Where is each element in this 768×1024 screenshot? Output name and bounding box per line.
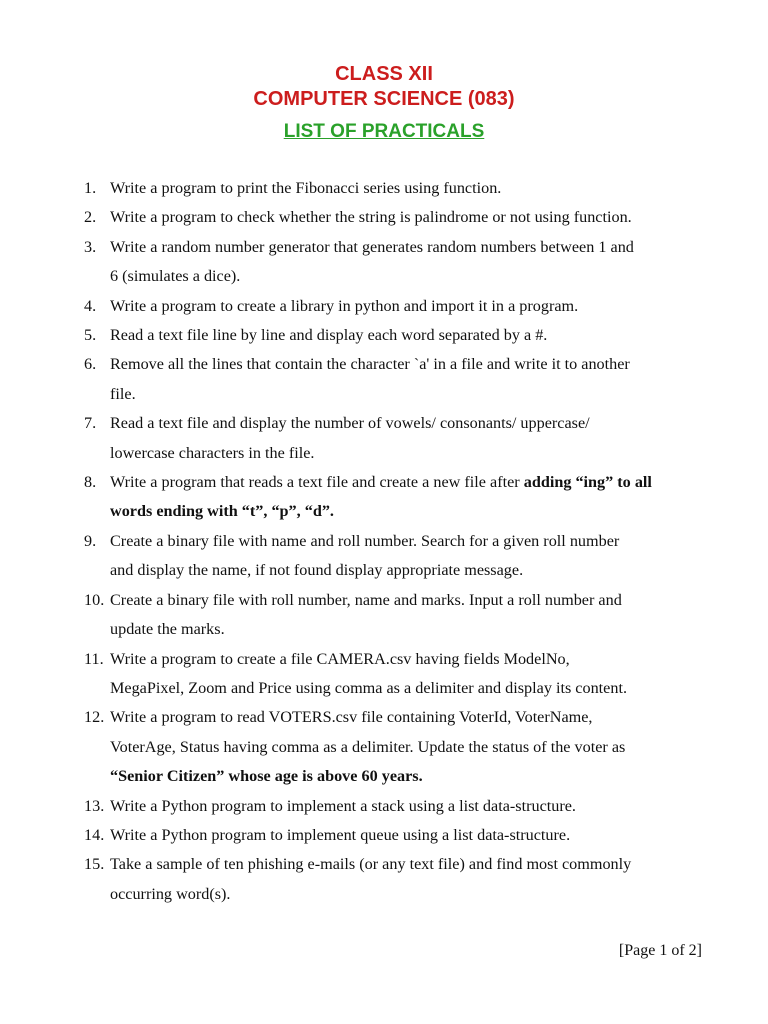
practicals-list bbox=[84, 174, 724, 909]
item-text: Create a binary file with roll number, name and marks. Input a roll number and bbox=[110, 590, 622, 609]
class-heading: CLASS XII bbox=[335, 63, 433, 85]
list-item bbox=[84, 821, 724, 850]
list-item bbox=[84, 792, 724, 821]
list-item bbox=[84, 586, 724, 645]
item-number: 3. bbox=[84, 237, 97, 256]
list-item bbox=[84, 203, 724, 232]
item-text: Read a text file and display the number of vowels/ consonants/ uppercase/ bbox=[110, 414, 590, 433]
list-item bbox=[84, 645, 724, 704]
item-text: Take a sample of ten phishing e-mails (or any text file) and find most commonly bbox=[110, 855, 632, 874]
item-number: 13. bbox=[84, 796, 105, 815]
item-number: 15. bbox=[84, 855, 105, 874]
item-number: 7. bbox=[84, 414, 97, 433]
list-item bbox=[84, 321, 724, 350]
item-text-line2: occurring word(s). bbox=[110, 884, 231, 903]
item-number: 5. bbox=[84, 326, 97, 345]
item-number: 12. bbox=[84, 708, 105, 727]
item-number: 14. bbox=[84, 825, 105, 844]
list-item bbox=[84, 703, 724, 791]
list-heading: LIST OF PRACTICALS bbox=[283, 121, 485, 142]
list-item bbox=[84, 350, 724, 409]
title-block bbox=[0, 62, 768, 144]
item-number: 8. bbox=[84, 473, 97, 492]
item-number: 6. bbox=[84, 355, 97, 374]
item-text: Write a Python program to implement a stack using a list data-structure. bbox=[110, 796, 576, 815]
item-text: Write a program to create a file CAMERA.csv having fields ModelNo, bbox=[110, 649, 570, 668]
item-number: 4. bbox=[84, 296, 97, 315]
subject-heading: COMPUTER SCIENCE (083) bbox=[253, 88, 515, 110]
item-text-line2-bold: words ending with “t”, “p”, “d”. bbox=[110, 502, 334, 521]
item-text-line2: and display the name, if not found display appropriate message. bbox=[110, 561, 524, 580]
list-item bbox=[84, 527, 724, 586]
item-text-line2: VoterAge, Status having comma as a delimiter. Update the status of the voter as bbox=[110, 737, 626, 756]
item-text-line3-bold: “Senior Citizen” whose age is above 60 years. bbox=[110, 767, 423, 786]
item-text-bold: adding “ing” to all bbox=[523, 473, 652, 492]
item-number: 1. bbox=[84, 179, 97, 197]
item-text-line2: lowercase characters in the file. bbox=[110, 443, 315, 462]
item-text: Write a Python program to implement queue using a list data-structure. bbox=[110, 825, 571, 844]
item-number: 10. bbox=[84, 590, 105, 609]
item-text: Write a program to print the Fibonacci series using function. bbox=[110, 179, 502, 197]
item-number: 2. bbox=[84, 208, 97, 227]
list-item bbox=[84, 468, 724, 527]
item-text-line2: update the marks. bbox=[110, 620, 225, 639]
item-text: Write a random number generator that generates random numbers between 1 and bbox=[110, 237, 634, 256]
item-text: Read a text file line by line and display each word separated by a #. bbox=[110, 326, 548, 345]
item-text-line2: 6 (simulates a dice). bbox=[110, 267, 241, 286]
item-text: Write a program to check whether the string is palindrome or not using function. bbox=[110, 208, 632, 227]
list-item bbox=[84, 409, 724, 468]
item-number: 11. bbox=[84, 649, 104, 668]
page-indicator: [Page 1 of 2] bbox=[618, 942, 702, 959]
item-text: Write a program to read VOTERS.csv file containing VoterId, VoterName, bbox=[110, 708, 593, 727]
item-number: 9. bbox=[84, 531, 97, 550]
list-item bbox=[84, 174, 724, 203]
item-text-line2: MegaPixel, Zoom and Price using comma as a delimiter and display its content. bbox=[110, 678, 627, 697]
item-text: Write a program to create a library in python and import it in a program. bbox=[110, 296, 579, 315]
list-item bbox=[84, 850, 724, 909]
list-item bbox=[84, 233, 724, 292]
item-text-line2: file. bbox=[110, 384, 136, 403]
list-item bbox=[84, 292, 724, 321]
item-text: Write a program that reads a text file and create a new file after bbox=[110, 473, 524, 492]
item-text: Create a binary file with name and roll number. Search for a given roll number bbox=[110, 531, 620, 550]
item-text: Remove all the lines that contain the character `a' in a file and write it to another bbox=[110, 355, 630, 374]
